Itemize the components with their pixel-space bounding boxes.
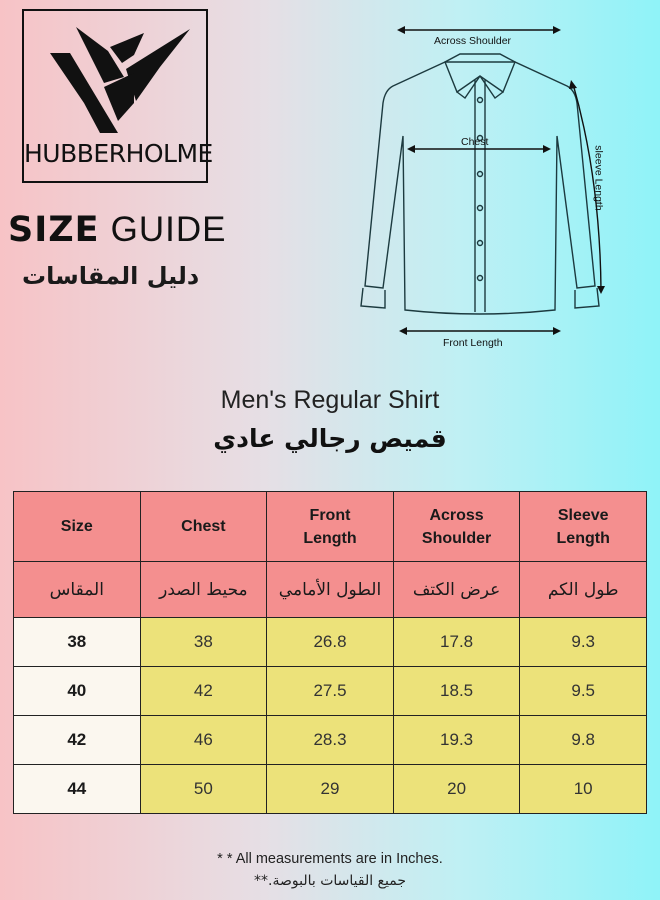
header-chest: [140, 492, 267, 562]
product-title: Men's Regular Shirt: [220, 386, 440, 414]
header-front-length-line2: Length: [303, 529, 357, 547]
size-guide-title-light: GUIDE: [110, 210, 227, 249]
sleeve-length-value: 9.8: [520, 716, 647, 765]
brand-name: HUBBERHOLME: [24, 139, 213, 168]
header-size-label: Size: [60, 518, 93, 535]
bird-logo-icon: [44, 25, 190, 133]
chest-value: 38: [140, 618, 267, 667]
table-header-row: [14, 492, 647, 562]
header-across-shoulder: [393, 492, 520, 562]
front-length-value: 26.8: [267, 618, 394, 667]
size-guide-title-bold: SIZE: [8, 210, 100, 250]
table-row: [14, 667, 647, 716]
header-sleeve-length-arabic: طول الكم: [520, 562, 647, 618]
size-value: 38: [14, 618, 141, 667]
sleeve-length-label: sleeve Length: [592, 145, 605, 211]
front-length-label: Front Length: [443, 337, 503, 349]
header-chest-arabic: محيط الصدر: [140, 562, 267, 618]
table-header-arabic-row: [14, 562, 647, 618]
chest-value: 50: [140, 765, 267, 814]
header-size: [14, 492, 141, 562]
across-shoulder-label: Across Shoulder: [434, 35, 512, 47]
header-across-shoulder-arabic: عرض الكتف: [393, 562, 520, 618]
header-size-arabic: المقاس: [14, 562, 141, 618]
table-row: [14, 765, 647, 814]
header-across-shoulder-line1: Across: [429, 506, 484, 524]
header-front-length-arabic: الطول الأمامي: [267, 562, 394, 618]
size-value: 42: [14, 716, 141, 765]
header-front-length-line1: Front: [309, 506, 351, 524]
brand-logo: [22, 9, 213, 183]
measurement-note-arabic: جميع القياسات بالبوصة.**: [254, 873, 406, 889]
table-row: [14, 716, 647, 765]
product-title-arabic: قميص رجالي عادي: [213, 424, 447, 453]
sleeve-length-value: 9.5: [520, 667, 647, 716]
size-guide-title: [8, 210, 227, 250]
front-length-value: 29: [267, 765, 394, 814]
header-across-shoulder-line2: Shoulder: [421, 529, 492, 547]
across-shoulder-value: 17.8: [393, 618, 520, 667]
size-value: 44: [14, 765, 141, 814]
chest-value: 46: [140, 716, 267, 765]
header-chest-label: Chest: [181, 518, 226, 535]
across-shoulder-value: 18.5: [393, 667, 520, 716]
header-sleeve-length-line2: Length: [556, 529, 610, 547]
chest-label: Chest: [461, 136, 489, 148]
header-sleeve-length-line1: Sleeve: [557, 506, 609, 524]
table-row: [14, 618, 647, 667]
header-front-length: [267, 492, 394, 562]
chest-value: 42: [140, 667, 267, 716]
front-length-value: 27.5: [267, 667, 394, 716]
shirt-diagram: [345, 18, 615, 358]
across-shoulder-value: 19.3: [393, 716, 520, 765]
size-value: 40: [14, 667, 141, 716]
sleeve-length-value: 9.3: [520, 618, 647, 667]
size-table: [13, 491, 647, 814]
measurement-note: * * All measurements are in Inches.: [217, 851, 443, 867]
across-shoulder-value: 20: [393, 765, 520, 814]
header-sleeve-length: [520, 492, 647, 562]
front-length-value: 28.3: [267, 716, 394, 765]
sleeve-length-value: 10: [520, 765, 647, 814]
size-guide-title-arabic: دليل المقاسات: [22, 262, 200, 290]
